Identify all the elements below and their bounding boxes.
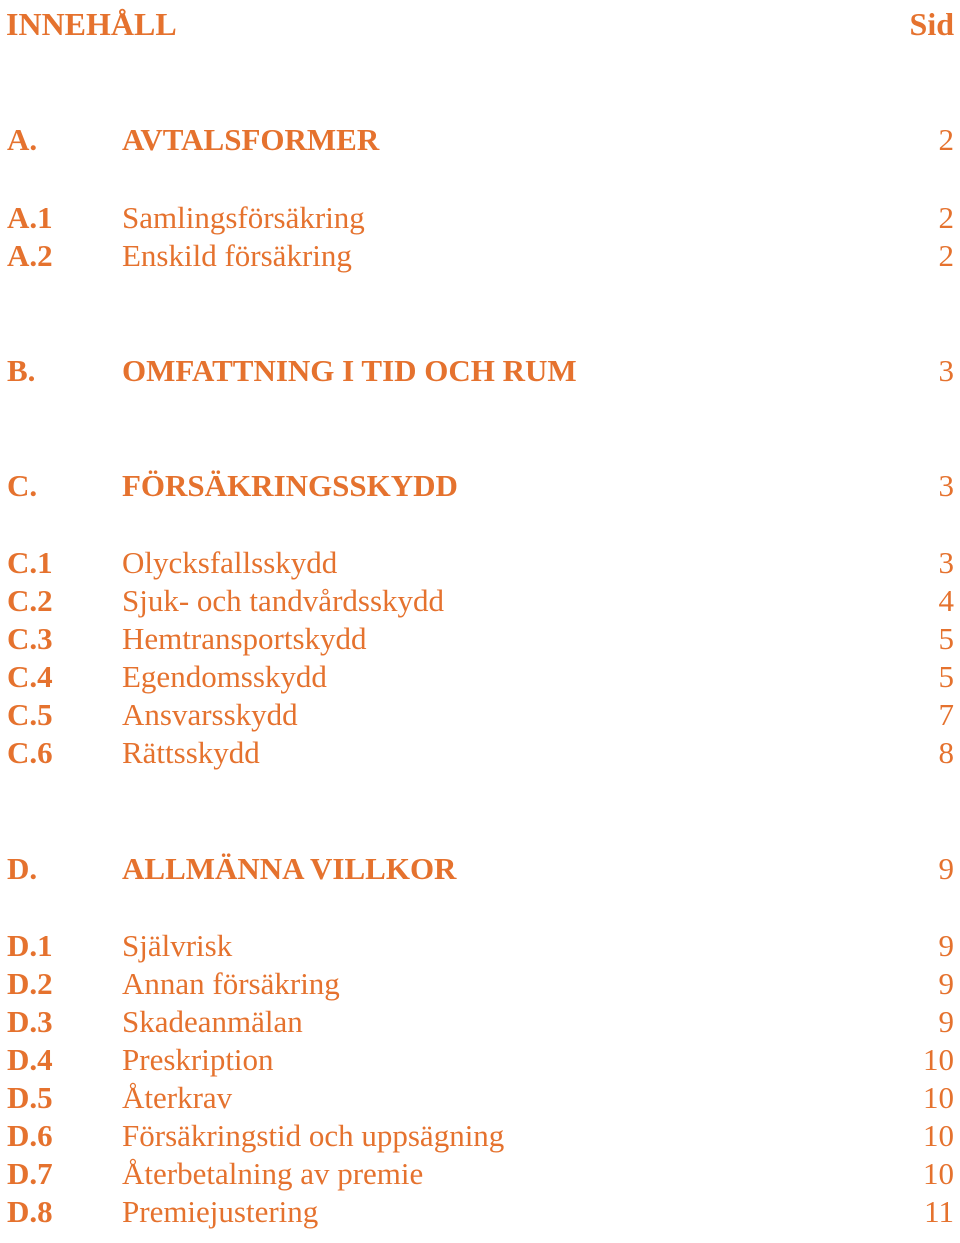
item-title: Preskription xyxy=(122,1042,274,1077)
toc-section-b[interactable] xyxy=(7,352,954,390)
item-title: Återbetalning av premie xyxy=(122,1156,424,1191)
page-number: 9 xyxy=(938,966,954,1001)
page-number: 11 xyxy=(924,1194,954,1229)
toc-item-c1[interactable] xyxy=(7,544,954,582)
item-code: D.3 xyxy=(7,1004,53,1039)
item-title: Olycksfallsskydd xyxy=(122,545,338,580)
item-code: C.2 xyxy=(7,583,53,618)
item-code: D.8 xyxy=(7,1194,53,1229)
item-code: D.4 xyxy=(7,1042,53,1077)
item-title: Återkrav xyxy=(122,1080,233,1115)
toc-header xyxy=(6,6,954,50)
item-title: Hemtransportskydd xyxy=(122,621,367,656)
item-title: Egendomsskydd xyxy=(122,659,327,694)
toc-item-a2[interactable] xyxy=(7,237,954,275)
page-number: 2 xyxy=(938,122,954,157)
item-title: Sjuk- och tandvårdsskydd xyxy=(122,583,445,618)
page-column-label: Sid xyxy=(909,6,954,42)
item-title: Skadeanmälan xyxy=(122,1004,303,1039)
item-title: Rättsskydd xyxy=(122,735,260,770)
page-number: 2 xyxy=(938,200,954,235)
page-number: 9 xyxy=(938,851,954,886)
page-number: 10 xyxy=(923,1080,954,1115)
item-title: Annan försäkring xyxy=(122,966,340,1001)
toc-item-d2[interactable] xyxy=(7,965,954,1003)
item-code: D.6 xyxy=(7,1118,53,1153)
section-code: D. xyxy=(7,851,38,886)
item-code: C.4 xyxy=(7,659,53,694)
section-title: AVTALSFORMER xyxy=(122,122,380,157)
toc-item-d4[interactable] xyxy=(7,1041,954,1079)
toc-title: INNEHÅLL xyxy=(6,6,177,42)
item-code: C.1 xyxy=(7,545,53,580)
toc-item-c3[interactable] xyxy=(7,620,954,658)
item-code: C.6 xyxy=(7,735,53,770)
section-title: ALLMÄNNA VILLKOR xyxy=(122,851,457,886)
toc-item-c2[interactable] xyxy=(7,582,954,620)
toc-item-c4[interactable] xyxy=(7,658,954,696)
page-number: 10 xyxy=(923,1042,954,1077)
page-number: 3 xyxy=(938,545,954,580)
page-number: 2 xyxy=(938,238,954,273)
item-code: C.3 xyxy=(7,621,53,656)
toc-item-d5[interactable] xyxy=(7,1079,954,1117)
item-code: D.5 xyxy=(7,1080,53,1115)
item-code: D.1 xyxy=(7,928,53,963)
item-title: Självrisk xyxy=(122,928,233,963)
page-number: 3 xyxy=(938,468,954,503)
page-number: 10 xyxy=(923,1156,954,1191)
page-number: 5 xyxy=(938,659,954,694)
toc-section-c[interactable] xyxy=(7,467,954,505)
item-code: C.5 xyxy=(7,697,53,732)
item-title: Premiejustering xyxy=(122,1194,319,1229)
toc-item-d1[interactable] xyxy=(7,927,954,965)
page-number: 10 xyxy=(923,1118,954,1153)
item-title: Ansvarsskydd xyxy=(122,697,298,732)
section-title: FÖRSÄKRINGSSKYDD xyxy=(122,468,458,503)
item-code: A.2 xyxy=(7,238,53,273)
page-number: 3 xyxy=(938,353,954,388)
page-number: 4 xyxy=(938,583,954,618)
toc-item-d8[interactable] xyxy=(7,1193,954,1231)
toc-item-d6[interactable] xyxy=(7,1117,954,1155)
section-title: OMFATTNING I TID OCH RUM xyxy=(122,353,577,388)
toc-section-d[interactable] xyxy=(7,850,954,888)
toc-item-c5[interactable] xyxy=(7,696,954,734)
page-number: 8 xyxy=(938,735,954,770)
item-title: Samlingsförsäkring xyxy=(122,200,365,235)
item-code: D.2 xyxy=(7,966,53,1001)
item-title: Enskild försäkring xyxy=(122,238,352,273)
item-code: D.7 xyxy=(7,1156,53,1191)
page-number: 9 xyxy=(938,928,954,963)
item-code: A.1 xyxy=(7,200,53,235)
section-code: C. xyxy=(7,468,38,503)
toc-item-d7[interactable] xyxy=(7,1155,954,1193)
item-title: Försäkringstid och uppsägning xyxy=(122,1118,505,1153)
toc-item-d3[interactable] xyxy=(7,1003,954,1041)
toc-item-a1[interactable] xyxy=(7,199,954,237)
page-number: 5 xyxy=(938,621,954,656)
toc-section-a[interactable] xyxy=(7,121,954,159)
section-code: B. xyxy=(7,353,36,388)
page-number: 7 xyxy=(938,697,954,732)
page-number: 9 xyxy=(938,1004,954,1039)
section-code: A. xyxy=(7,122,38,157)
toc-item-c6[interactable] xyxy=(7,734,954,772)
